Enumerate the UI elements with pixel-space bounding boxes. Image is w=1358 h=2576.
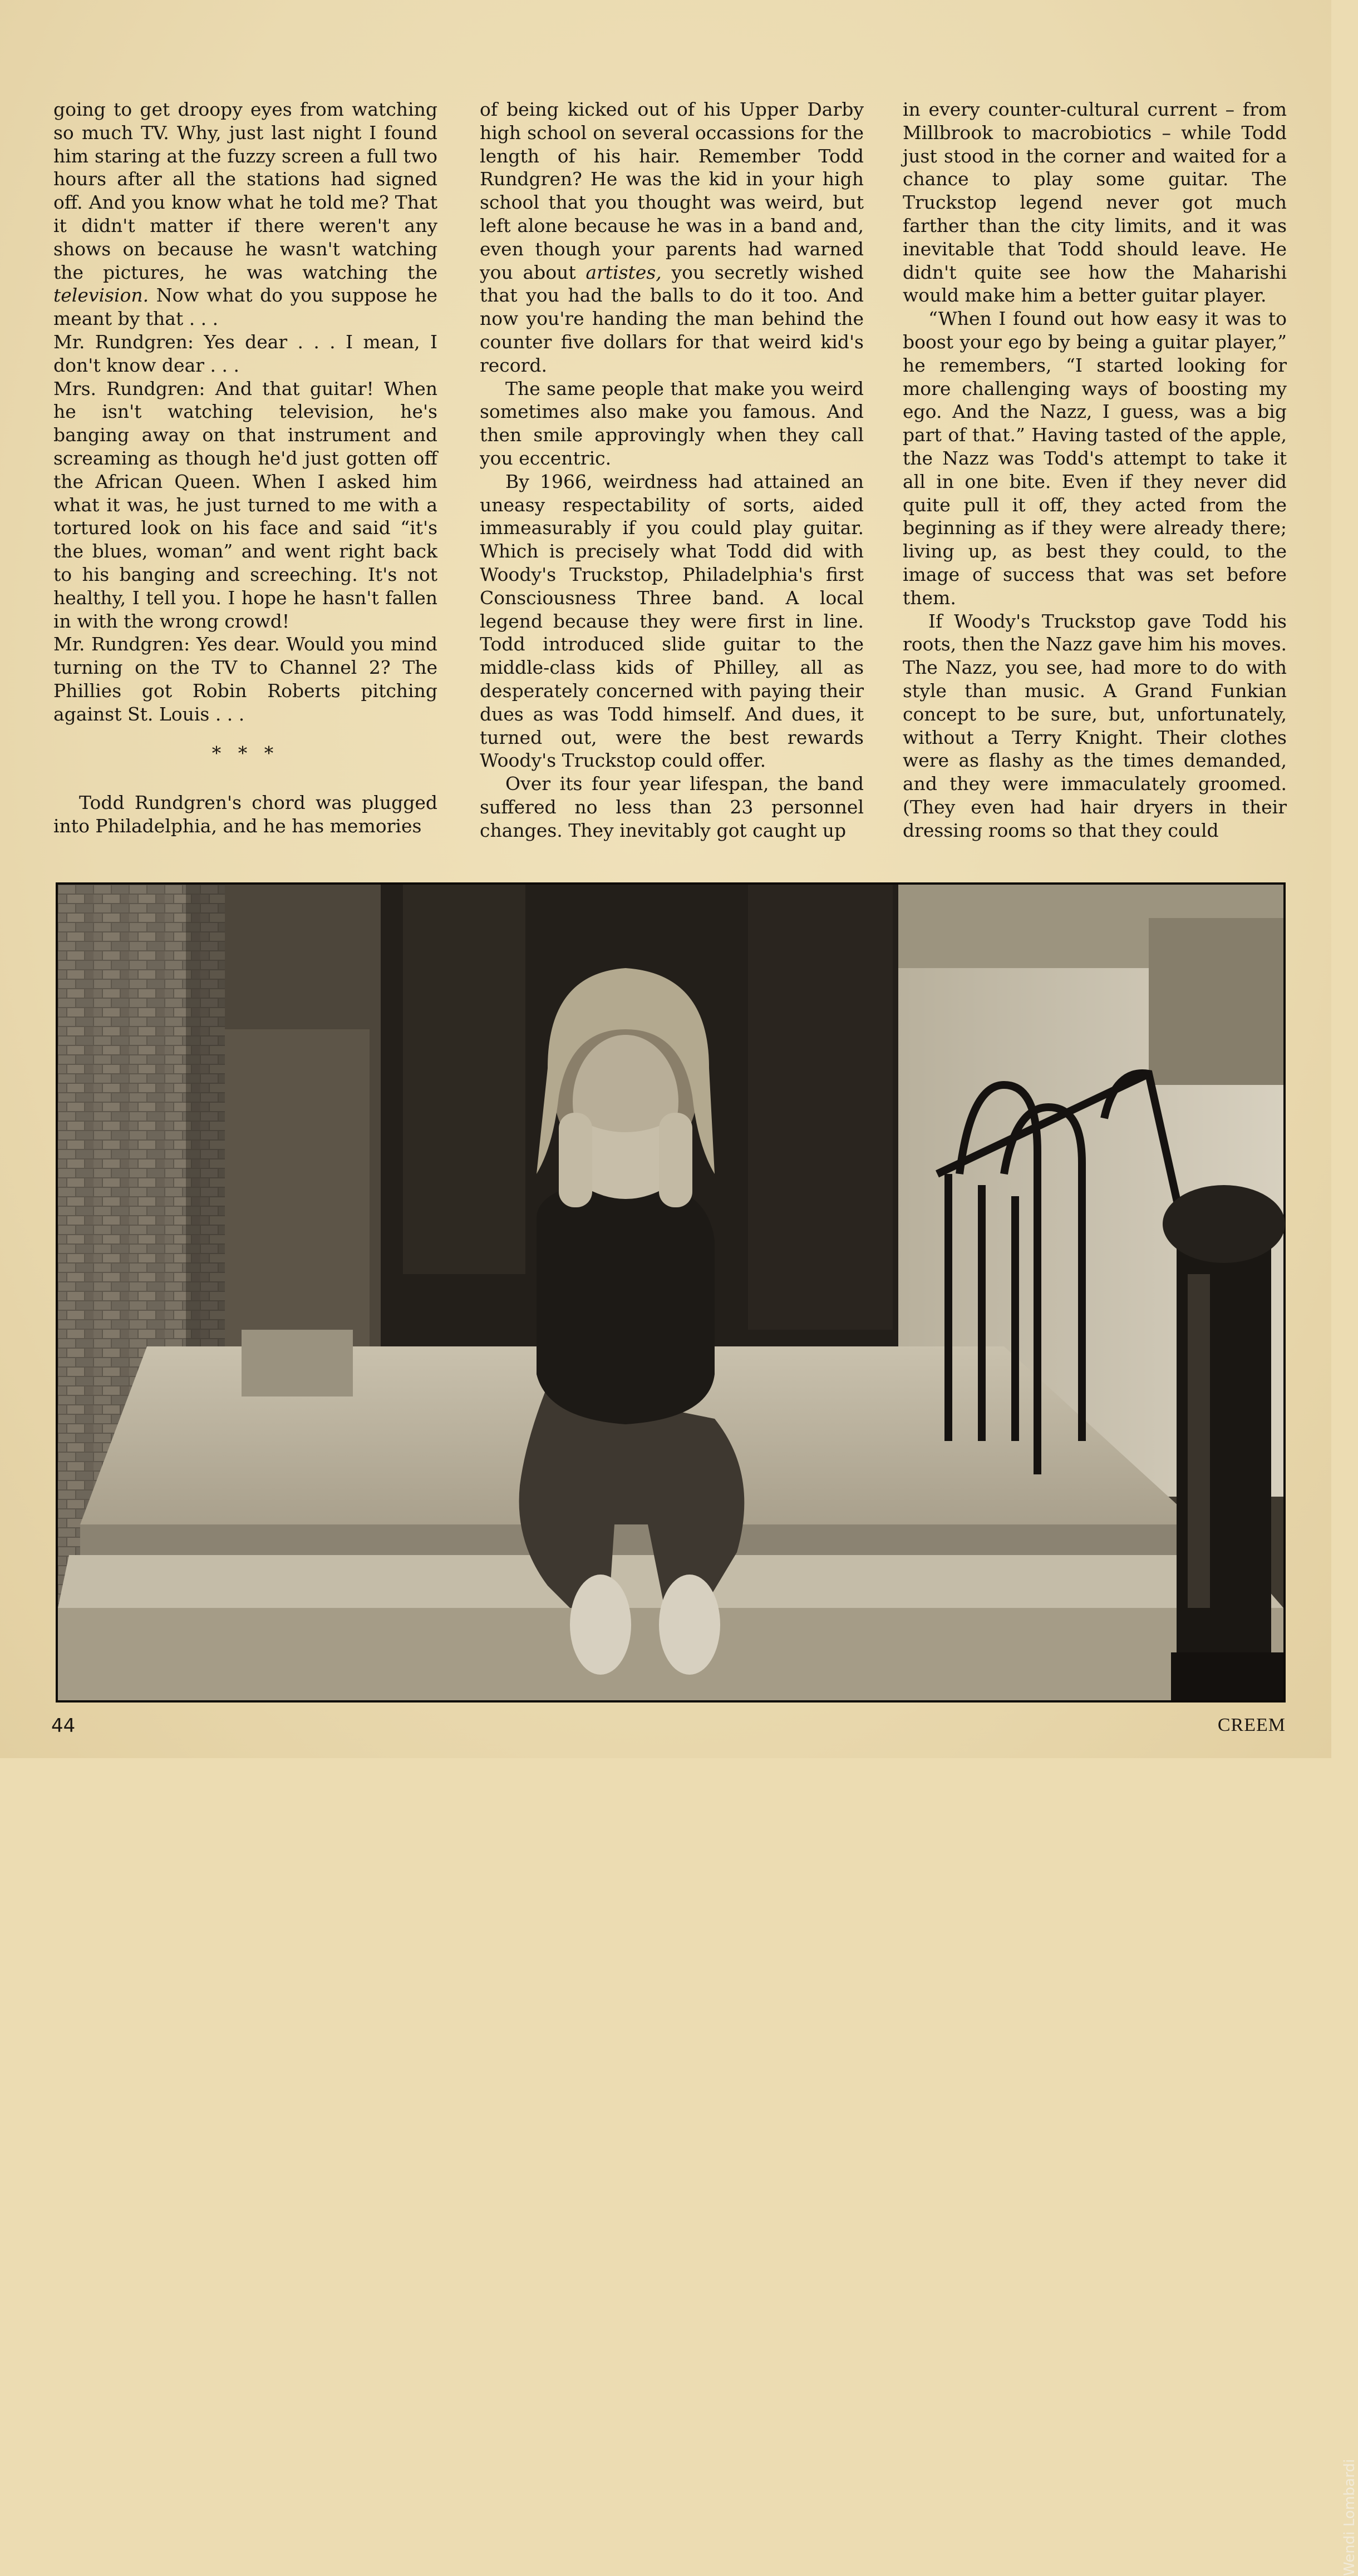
paragraph: Mr. Rundgren: Yes dear . . . I mean, I don't know dear . . . [53, 330, 437, 376]
page-number: 44 [51, 1715, 76, 1737]
article-column-1 [53, 98, 437, 846]
paragraph: Mrs. Rundgren: And that guitar! When he isn't watching television, he's banging away on that instrument and screaming as though he'd just gotten off the African Queen. When I asked him what it was, he just turned to me with a tortured look on his face and said “it's the blues, woman” and went right back to his banging and screeching. It's not healthy, I tell you. I hope he hasn't fallen in with the wrong crowd! [53, 377, 437, 632]
paragraph: in every counter-cultural current – from Millbrook to macrobiotics – while Todd just stood in the corner and waited for a chance to play some guitar. The Truckstop legend never got much farther than the city limits, and it was inevitable that Todd should leave. He didn't quite see how the Maharishi would make him a better guitar player. [903, 98, 1287, 307]
paragraph: Todd Rundgren's chord was plugged into Philadelphia, and he has memories [53, 792, 437, 837]
section-separator: * * * [211, 742, 279, 764]
paragraph: Mr. Rundgren: Yes dear. Would you mind turning on the TV to Channel 2? The Phillies got Robin Roberts pitching against St. Louis . . . [53, 633, 437, 725]
article-column-3 [903, 98, 1287, 846]
paragraph: “When I found out how easy it was to boost your ego by being a guitar player,” he remembers, “I started looking for more challenging ways of boosting my ego. And the Nazz, I guess, was a big part of that.” Having tasted of the apple, the Nazz was Todd's attempt to take it all in one bite. Even if they never did quite pull it off, they acted from the beginning as if they were already there; living up, as best they could, to the image of success that was set before them. [903, 308, 1287, 609]
article-column-2 [480, 98, 864, 846]
paragraph: Over its four year lifespan, the band suffered no less than 23 personnel changes. They inevitably got caught up [480, 773, 864, 841]
newel-post [1163, 1185, 1285, 1700]
paragraph: The same people that make you weird sometimes also make you famous. And then smile approvingly when they call you eccentric. [480, 377, 864, 469]
photo-illustration [58, 885, 1283, 1700]
paragraph: going to get droopy eyes from watching so much TV. Why, just last night I found him staring at the fuzzy screen a full two hours after all the stations had signed off. And you know what he told me? That it didn't matter if there weren't any shows on because he wasn't watching the pictures, he was watching the television. Now what do you suppose he meant by that . . . [53, 98, 437, 330]
paragraph: If Woody's Truckstop gave Todd his roots, then the Nazz gave him his moves. The Nazz, you see, had more to do with style than music. A Grand Funkian concept to be sure, but, unfortunately, without a Terry Knight. Their clothes were as flashy as the times demanded, and they were immaculately groomed. (They even had hair dryers in their dressing rooms so that they could [903, 610, 1287, 841]
paragraph: By 1966, weirdness had attained an uneasy respectability of sorts, aided immeasurably if you could play guitar. Which is precisely what Todd did with Woody's Truckstop, Philadelphia's first Consciousness Three band. A local legend because they were first in line. Todd introduced slide guitar to the middle-class kids of Philley, all as desperately concerned with paying their dues as was Todd himself. And dues, it turned out, were the best rewards Woody's Truckstop could offer. [480, 470, 864, 772]
paragraph: of being kicked out of his Upper Darby high school on several occassions for the length of his hair. Remember Todd Rundgren? He was the kid in your high school that you thought was weird, but left alone because he was in a band and, even though your parents had warned you about artistes, you secretly wished that you had the balls to do it too. And now you're handing the man behind the counter five dollars for that weird kid's record. [480, 98, 864, 376]
photo-credit: Wendi Lombardi [1341, 2459, 1358, 2576]
magazine-name: CREEM [1217, 1715, 1286, 1735]
